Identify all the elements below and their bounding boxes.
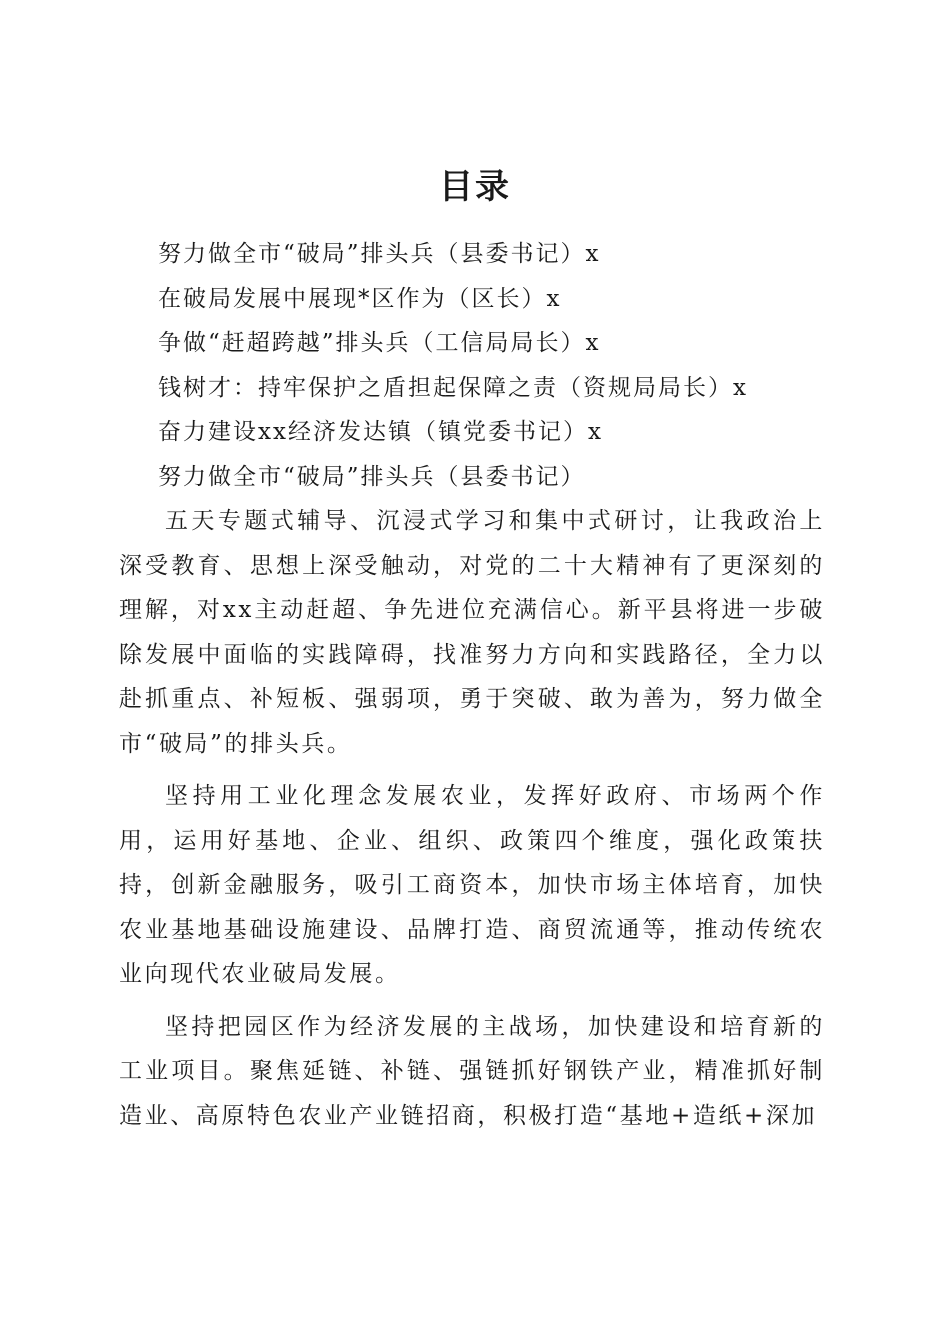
toc-item[interactable]: 在破局发展中展现*区作为（区长）x <box>158 285 562 312</box>
page-title: 目录 <box>439 166 511 207</box>
body-paragraph: 坚持把园区作为经济发展的主战场，加快建设和培育新的工业项目。聚焦延链、补链、强链抓好钢铁产业，精准抓好制造业、高原特色农业产业链招商，积极打造“基地+造纸+深加 <box>119 1013 825 1129</box>
body-paragraph: 五天专题式辅导、沉浸式学习和集中式研讨，让我政治上深受教育、思想上深受触动，对党的二十大精神有了更深刻的理解，对xx主动赶超、争先进位充满信心。新平县将进一步破除发展中面临的实践障碍，找准努力方向和实践路径，全力以赴抓重点、补短板、强弱项，勇于突破、敢为善为，努力做全市“破局”的排头兵。 <box>119 508 825 757</box>
toc-item[interactable]: 努力做全市“破局”排头兵（县委书记）x <box>158 241 601 267</box>
toc-item[interactable]: 努力做全市“破局”排头兵（县委书记） <box>158 463 586 490</box>
toc-item[interactable]: 争做“赶超跨越”排头兵（工信局局长）x <box>158 330 601 356</box>
toc-item[interactable]: 钱树才：持牢保护之盾担起保障之责（资规局局长）x <box>158 374 748 401</box>
toc-item[interactable]: 奋力建设xx经济发达镇（镇党委书记）x <box>158 419 603 445</box>
document-body <box>119 499 825 1146</box>
table-of-contents <box>158 232 838 499</box>
body-paragraph: 坚持用工业化理念发展农业，发挥好政府、市场两个作用，运用好基地、企业、组织、政策四个维度，强化政策扶持，创新金融服务，吸引工商资本，加快市场主体培育，加快农业基地基础设施建设、品牌打造、商贸流通等，推动传统农业向现代农业破局发展。 <box>119 783 825 987</box>
